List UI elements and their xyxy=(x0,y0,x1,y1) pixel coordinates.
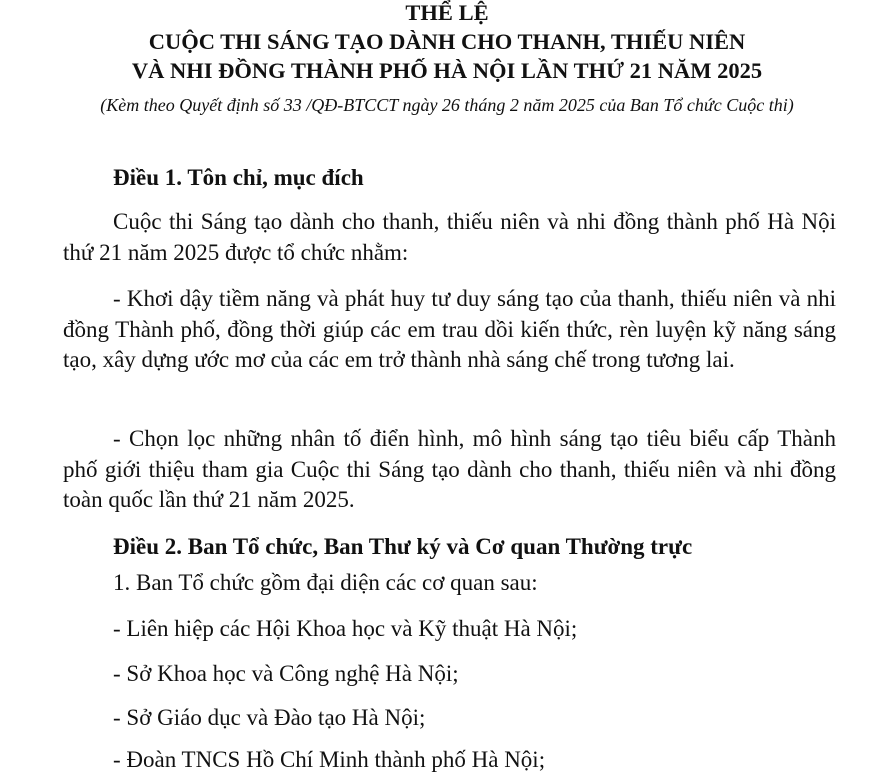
document-subtitle: (Kèm theo Quyết định số 33 /QĐ-BTCCT ngày 26 tháng 2 năm 2025 của Ban Tổ chức Cuộc thi) xyxy=(100,95,794,115)
article-1-paragraph: - Khơi dậy tiềm năng và phát huy tư duy sáng tạo của thanh, thiếu niên và nhi đồng Thành phố, đồng thời giúp các em trau dồi kiến thức, rèn luyện kỹ năng sáng tạo, xây dựng ước mơ của các em trở thành nhà sáng chế trong tương lai. xyxy=(63,286,836,372)
article-2-list-item: - Sở Khoa học và Công nghệ Hà Nội; xyxy=(113,661,459,686)
article-2-list-item: - Đoàn TNCS Hồ Chí Minh thành phố Hà Nội; xyxy=(113,747,546,772)
article-2-list-item: 1. Ban Tổ chức gồm đại diện các cơ quan sau: xyxy=(113,570,538,595)
document-title: THỂ LỆ xyxy=(405,0,489,25)
article-2-list-item: - Sở Giáo dục và Đào tạo Hà Nội; xyxy=(113,705,426,730)
article-2-list-item: - Liên hiệp các Hội Khoa học và Kỹ thuật Hà Nội; xyxy=(113,616,578,641)
article-1-paragraph: - Chọn lọc những nhân tố điển hình, mô hình sáng tạo tiêu biểu cấp Thành phố giới thiệu tham gia Cuộc thi Sáng tạo dành cho thanh, thiếu niên và nhi đồng toàn quốc lần thứ 21 năm 2025. xyxy=(63,426,836,512)
document-title-line-2: CUỘC THI SÁNG TẠO DÀNH CHO THANH, THIẾU NIÊN xyxy=(148,29,746,54)
article-2-heading: Điều 2. Ban Tổ chức, Ban Thư ký và Cơ quan Thường trực xyxy=(113,534,693,559)
document-title-line-3: VÀ NHI ĐỒNG THÀNH PHỐ HÀ NỘI LẦN THỨ 21 NĂM 2025 xyxy=(131,58,763,83)
article-1-heading: Điều 1. Tôn chỉ, mục đích xyxy=(113,165,364,190)
article-1-paragraph: Cuộc thi Sáng tạo dành cho thanh, thiếu niên và nhi đồng thành phố Hà Nội thứ 21 năm 2025 được tổ chức nhằm: xyxy=(63,209,836,265)
